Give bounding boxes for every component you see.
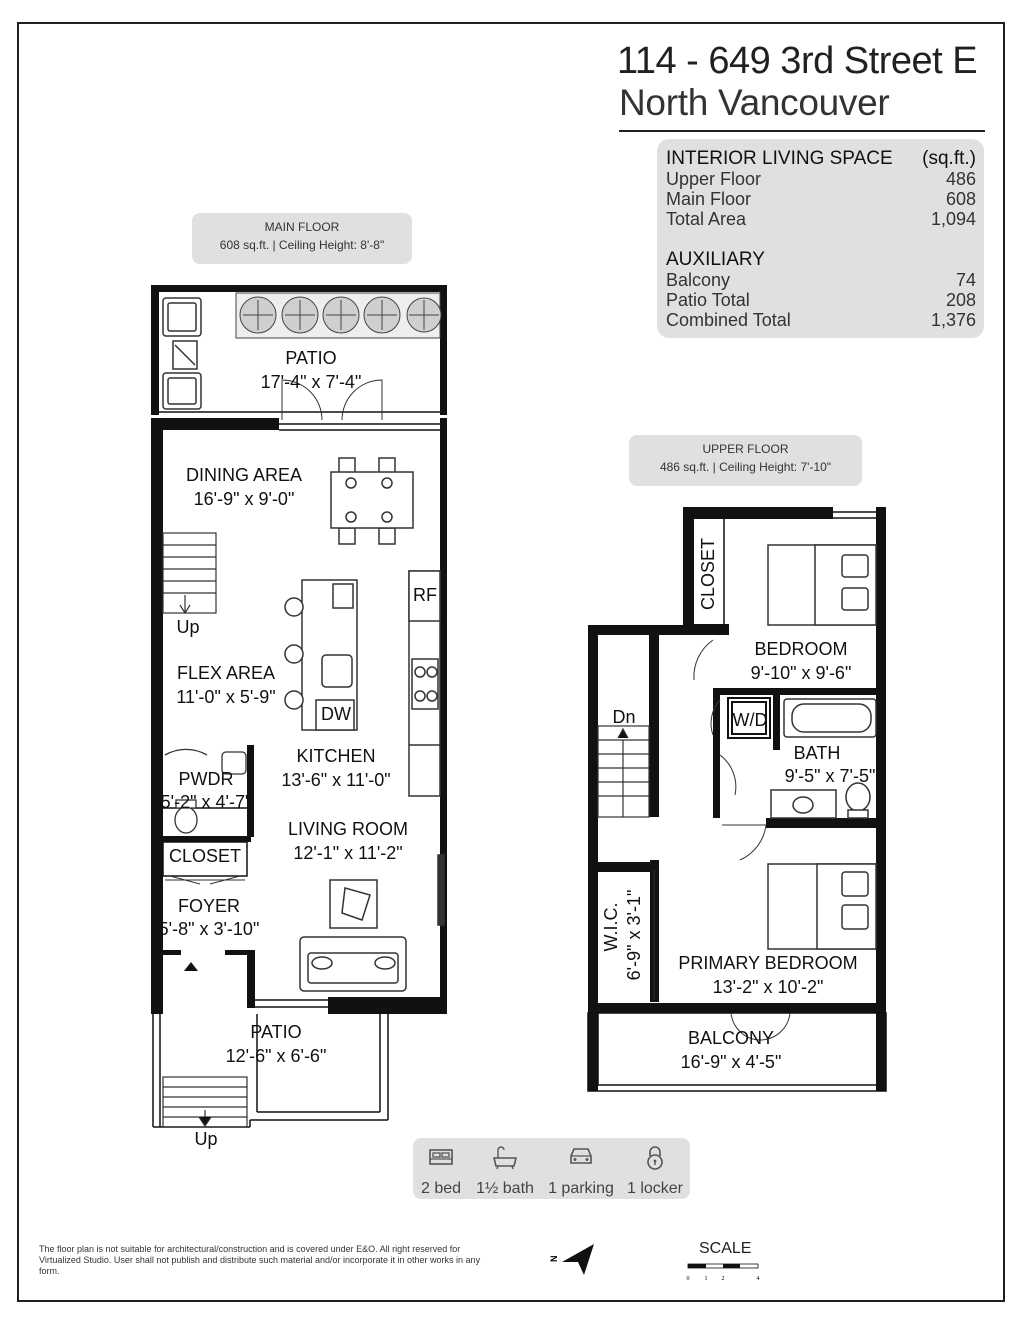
pwdr-name: PWDR — [178, 769, 234, 789]
area-value: 1,376 — [930, 310, 976, 330]
area-value: 608 — [945, 189, 976, 209]
primary-bed — [768, 864, 876, 949]
main-floor-title: MAIN FLOOR — [264, 220, 340, 234]
summary-parking — [541, 1138, 621, 1198]
area-label: Total Area — [666, 209, 747, 229]
area-value: 1,094 — [930, 209, 976, 229]
patio-bottom-name: PATIO — [250, 1022, 302, 1042]
area-value: 208 — [945, 290, 976, 310]
room-labels — [159, 348, 876, 1149]
bedroom-dims: 9'-10" x 9'-6" — [750, 663, 852, 683]
living-dims: 12'-1" x 11'-2" — [293, 843, 403, 863]
upper-stairs — [598, 726, 649, 817]
main-stairs — [163, 533, 216, 613]
entry-stairs-up-label: Up — [194, 1129, 218, 1149]
upper-floor-title: UPPER FLOOR — [702, 442, 789, 456]
summary-parking-text: 1 parking — [548, 1180, 614, 1197]
balcony-name: BALCONY — [687, 1028, 775, 1048]
entry-stairs — [163, 1077, 247, 1127]
main-floor-details: 608 sq.ft. | Ceiling Height: 8'-8" — [219, 238, 385, 252]
bath-dims: 9'-5" x 7'-5" — [784, 766, 876, 786]
scale-title: SCALE — [699, 1240, 752, 1257]
car-icon — [541, 1146, 621, 1174]
area-label: Upper Floor — [666, 169, 762, 189]
summary-bath-text: 1½ bath — [476, 1180, 534, 1197]
area-value: 74 — [955, 270, 976, 290]
summary-locker-text: 1 locker — [626, 1180, 684, 1197]
upper-floor-plan — [588, 507, 886, 1091]
dining-table — [331, 458, 413, 544]
stairs-down-label: Dn — [612, 707, 636, 727]
wic-name: W.I.C. — [601, 902, 621, 952]
dining-dims: 16'-9" x 9'-0" — [193, 489, 295, 509]
scale-tick: 1 — [704, 1276, 708, 1282]
north-arrow-icon — [549, 1244, 594, 1275]
living-room-furniture — [300, 855, 444, 991]
property-summary-panel — [413, 1138, 690, 1199]
summary-bed-text: 2 bed — [420, 1180, 462, 1197]
stairs-up-label: Up — [176, 617, 200, 637]
summary-bath — [470, 1138, 540, 1198]
bedroom-bed — [768, 545, 876, 625]
bedroom-name: BEDROOM — [754, 639, 848, 659]
area-label: Balcony — [666, 270, 731, 290]
planter-shrubs — [236, 293, 441, 338]
dishwasher-label: DW — [321, 704, 351, 724]
scale-tick: 2 — [721, 1276, 725, 1282]
address-line-2: North Vancouver — [619, 82, 890, 123]
pwdr-dims: 5'-2" x 4'-7" — [160, 792, 252, 812]
dining-name: DINING AREA — [185, 465, 303, 485]
foyer-name: FOYER — [177, 896, 241, 916]
fridge-label: RF — [413, 585, 437, 605]
bath-name: BATH — [793, 743, 841, 763]
kitchen-dims: 13'-6" x 11'-0" — [281, 770, 391, 790]
living-name: LIVING ROOM — [287, 819, 409, 839]
patio-bottom-dims: 12'-6" x 6'-6" — [225, 1046, 327, 1066]
balcony-dims: 16'-9" x 4'-5" — [680, 1052, 782, 1072]
compass-north-label: N — [549, 1255, 559, 1262]
washer-dryer-label: W/D — [732, 710, 768, 730]
entry-arrow-icon — [184, 962, 198, 971]
area-value: 486 — [945, 169, 976, 189]
flex-dims: 11'-0" x 5'-9" — [176, 687, 276, 707]
lock-icon — [621, 1146, 689, 1174]
area-label: Patio Total — [666, 290, 750, 310]
patio-chairs — [163, 298, 201, 409]
foyer-dims: 5'-8" x 3'-10" — [158, 919, 260, 939]
primary-dims: 13'-2" x 10'-2" — [712, 977, 824, 997]
address-line-1: 114 - 649 3rd Street E — [617, 40, 978, 82]
closet-name: CLOSET — [168, 846, 242, 866]
summary-bed — [413, 1138, 469, 1198]
unit-label: (sq.ft.) — [922, 148, 976, 169]
scale-tick: 0 — [686, 1276, 690, 1282]
auxiliary-heading: AUXILIARY — [666, 249, 765, 270]
patio-top-name: PATIO — [285, 348, 337, 368]
bed-icon — [413, 1146, 469, 1174]
upper-closet-name: CLOSET — [698, 537, 718, 611]
summary-locker — [621, 1138, 689, 1198]
scale-bar — [687, 1264, 760, 1282]
disclaimer-text: The floor plan is not suitable for architectural/construction and is covered under E&O. All right reserved for Virtualized Studio. User shall not publish and distribute such material and/or incorporate it in other works in any form. — [39, 1244, 481, 1276]
scale-tick: 4 — [756, 1276, 760, 1282]
area-label: Main Floor — [666, 189, 752, 209]
wic-dims: 6'-9" x 3'-1" — [624, 889, 644, 981]
flex-name: FLEX AREA — [176, 663, 276, 683]
primary-name: PRIMARY BEDROOM — [678, 953, 858, 973]
area-label: Combined Total — [666, 310, 791, 330]
patio-top-dims: 17'-4" x 7'-4" — [260, 372, 362, 392]
interior-heading: INTERIOR LIVING SPACE — [666, 148, 893, 169]
kitchen-name: KITCHEN — [296, 746, 376, 766]
upper-floor-details: 486 sq.ft. | Ceiling Height: 7'-10" — [659, 460, 832, 474]
bathtub-icon — [470, 1146, 540, 1174]
